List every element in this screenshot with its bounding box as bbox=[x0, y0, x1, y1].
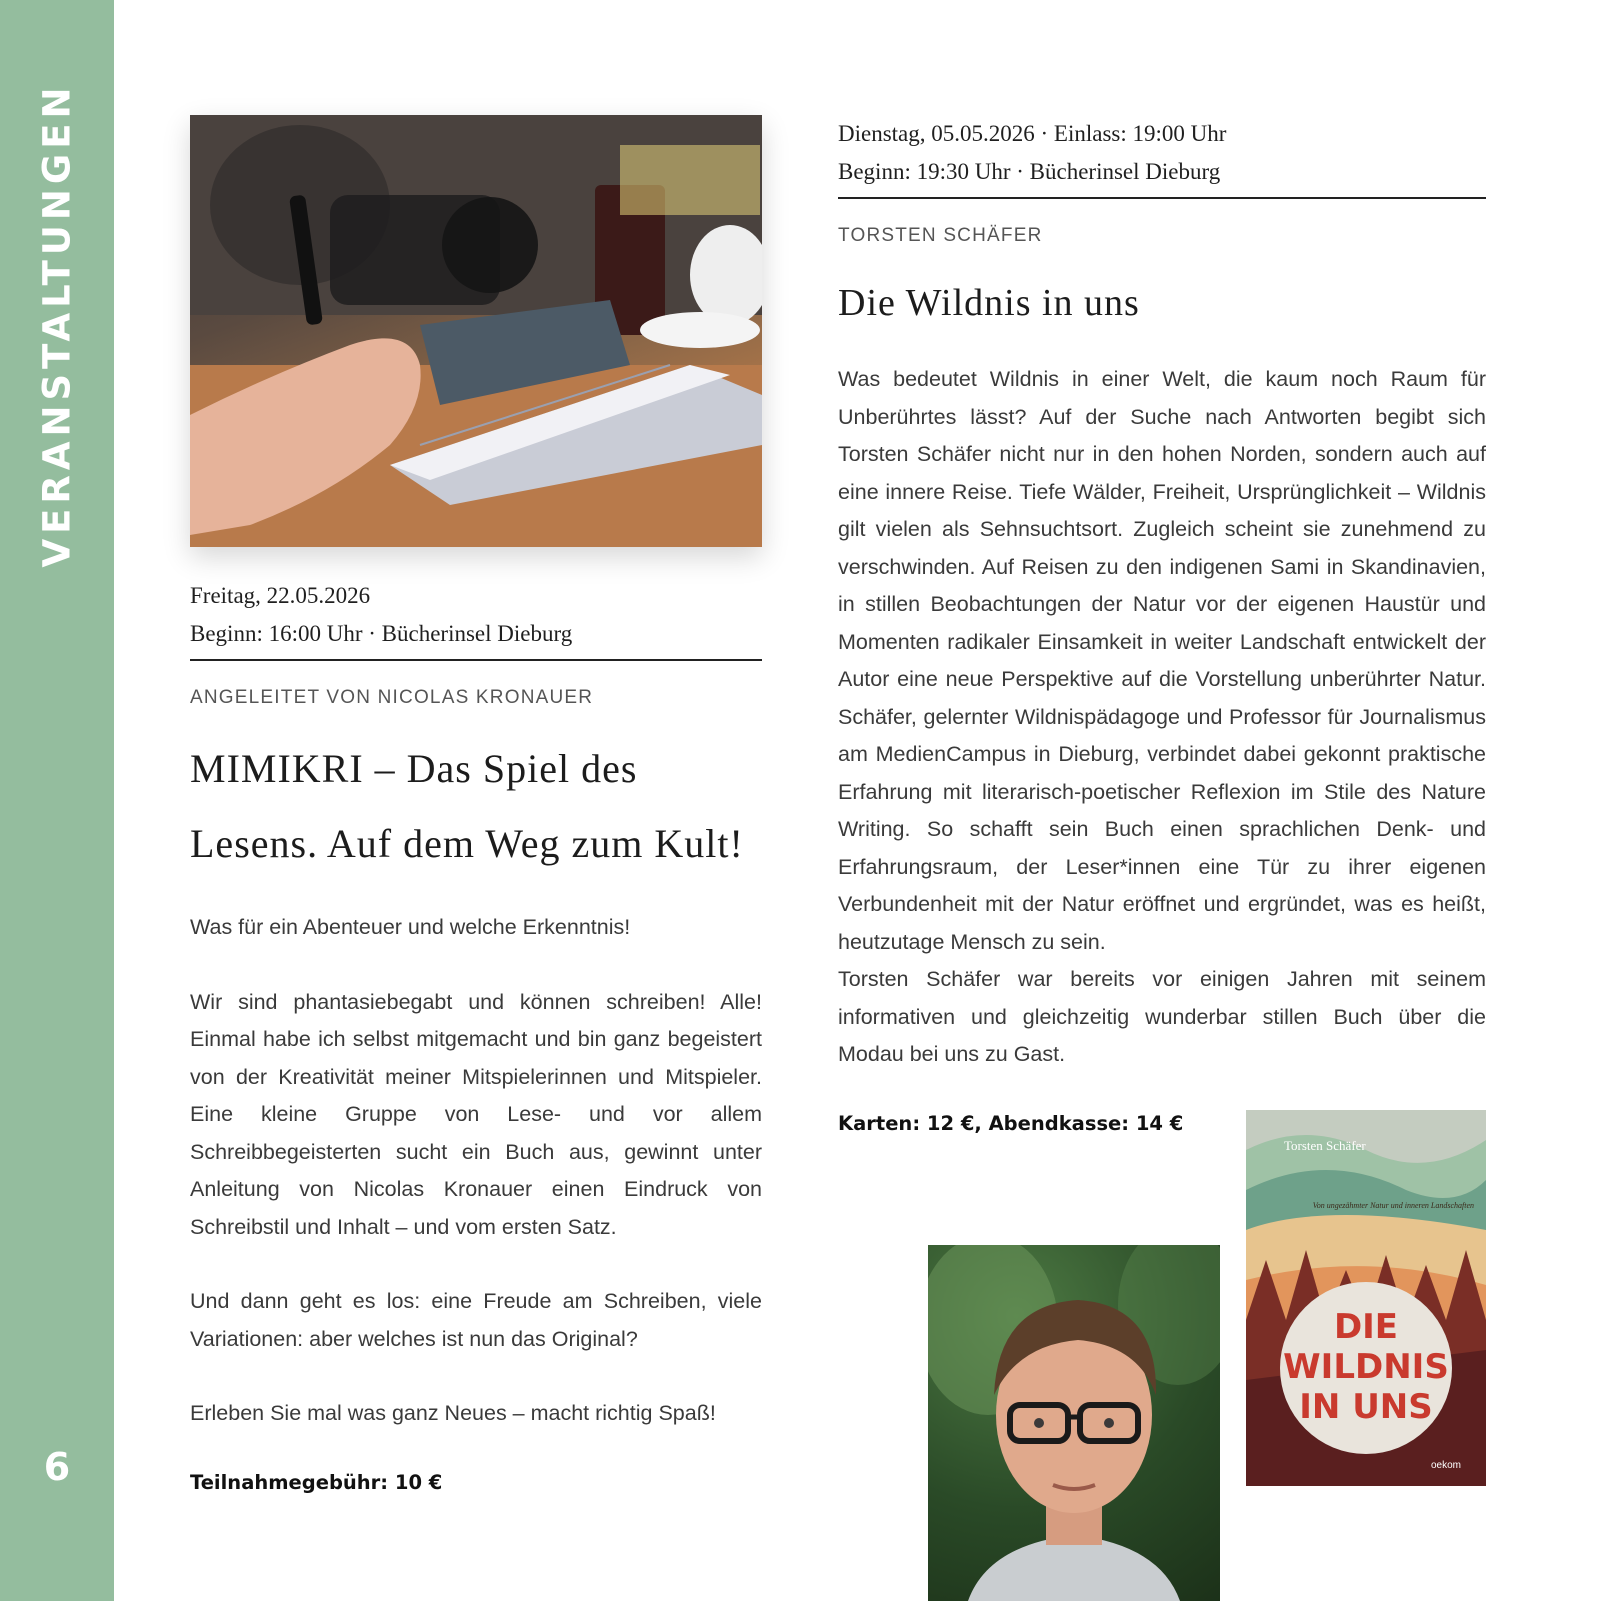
book-author-line: Torsten Schäfer bbox=[1284, 1138, 1366, 1153]
author-portrait-illustration bbox=[928, 1245, 1220, 1601]
event-title: Die Wildnis in uns bbox=[838, 282, 1140, 324]
event-date: Dienstag, 05.05.2026 · Einlass: 19:00 Uhr bbox=[838, 121, 1227, 146]
event-right bbox=[838, 115, 1486, 1135]
paragraph: Wir sind phantasiebegabt und können schreiben! Alle! Einmal habe ich selbst mitgemacht und bin ganz begeistert von der Kreativität meiner Mitspielerinnen und Mitspieler. Eine kleine Gruppe von Lese- und vor allem Schreibbegeisterten sucht ein Buch aus, gewinnt unter Anleitung von Nicolas Kronauer einen Eindruck von Schreibstil und Inhalt – und vom ersten Satz. bbox=[190, 989, 762, 1239]
event-price: Karten: 12 €, Abendkasse: 14 € bbox=[838, 1111, 1184, 1135]
paragraph: Und dann geht es los: eine Freude am Schreiben, viele Variationen: aber welches ist nun das Original? bbox=[190, 1289, 762, 1351]
event-title bbox=[190, 731, 762, 881]
event-description bbox=[190, 909, 762, 1433]
event-kicker: ANGELEITET VON NICOLAS KRONAUER bbox=[190, 687, 594, 708]
event-left bbox=[190, 115, 762, 1494]
book-title-line: DIE bbox=[1333, 1307, 1399, 1347]
paragraph: Torsten Schäfer war bereits vor einigen Jahren mit seinem informativen und gleichzeitig wunderbar stillen Buch über die Modau bei uns zu Gast. bbox=[838, 967, 1486, 1066]
event-date: Freitag, 22.05.2026 bbox=[190, 583, 371, 608]
event-meta bbox=[190, 577, 762, 661]
book-cover bbox=[1246, 1110, 1486, 1486]
event-title-line: Lesens. Auf dem Weg zum Kult! bbox=[190, 821, 744, 866]
event-description bbox=[838, 361, 1486, 1074]
section-label: VERANSTALTUNGEN bbox=[35, 82, 79, 568]
book-title-line: IN UNS bbox=[1299, 1387, 1433, 1427]
event-time-location: Beginn: 19:30 Uhr · Bücherinsel Dieburg bbox=[838, 159, 1221, 184]
page-number: 6 bbox=[43, 1445, 71, 1489]
event-title-line: MIMIKRI – Das Spiel des bbox=[190, 746, 638, 791]
paragraph: Erleben Sie mal was ganz Neues – macht richtig Spaß! bbox=[190, 1401, 716, 1425]
event-meta bbox=[838, 115, 1486, 199]
author-photo bbox=[928, 1245, 1220, 1601]
event-kicker: TORSTEN SCHÄFER bbox=[838, 225, 1043, 246]
notebook-photo bbox=[190, 115, 762, 547]
sidebar bbox=[0, 0, 114, 1601]
publisher-logo: oekom bbox=[1430, 1460, 1461, 1471]
paragraph: Was bedeutet Wildnis in einer Welt, die kaum noch Raum für Unberührtes lässt? Auf der Suche nach Antworten begibt sich Torsten Schäfer nicht nur in den hohen Norden, sondern auch auf eine innere Reise. Tiefe Wälder, Freiheit, Ursprünglichkeit – Wildnis gilt vielen als Sehnsuchtsort. Zugleich scheint sie zunehmend zu verschwinden. Auf Reisen zu den indigenen Sami in Skandinavien, in stillen Beobachtungen der Natur vor der eigenen Haustür und Momenten radikaler Einsamkeit in weiter Landschaft entwickelt der Autor eine neue Perspektive auf die Vorstellung unberührter Natur. Schäfer, gelernter Wildnispädagoge und Professor für Journalismus am MedienCampus in Dieburg, verbindet dabei gekonnt praktische Erfahrung mit literarisch-poetischer Reflexion im Stile des Nature Writing. So schafft sein Buch einen sprachlichen Denk- und Erfahrungsraum, der Leser*innen eine Tür zu ihrer eigenen Verbundenheit mit der Natur eröffnet und ergründet, was es heißt, heutzutage Mensch zu sein. bbox=[838, 367, 1486, 954]
book-title-line: WILDNIS bbox=[1283, 1347, 1449, 1387]
book-cover-illustration bbox=[1246, 1110, 1486, 1486]
book-subtitle: Von ungezähmter Natur und inneren Landschaften bbox=[1312, 1201, 1474, 1210]
paragraph: Was für ein Abenteuer und welche Erkenntnis! bbox=[190, 915, 631, 939]
event-price: Teilnahmegebühr: 10 € bbox=[190, 1470, 443, 1494]
notebook-photo-illustration bbox=[190, 115, 762, 547]
event-time-location: Beginn: 16:00 Uhr · Bücherinsel Dieburg bbox=[190, 621, 573, 646]
